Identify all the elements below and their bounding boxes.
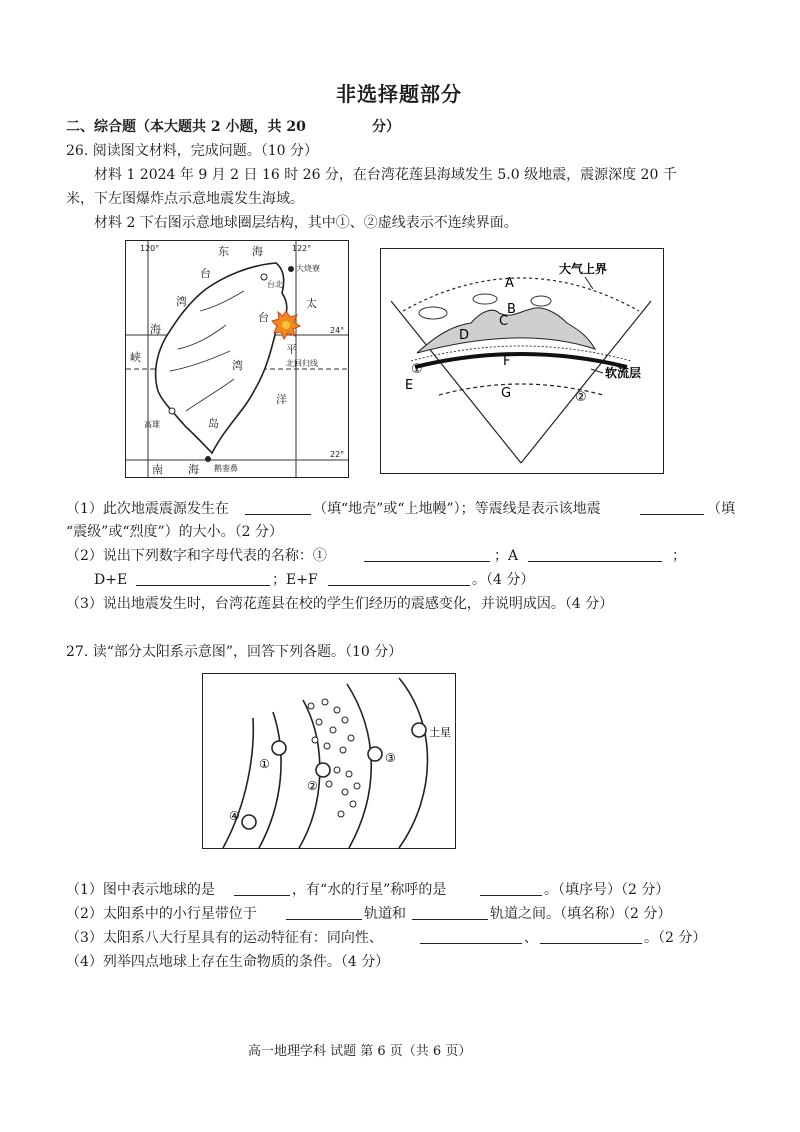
- orbit-3: [347, 684, 371, 848]
- planet-label-4: ④: [229, 809, 240, 823]
- map-label-taibei: 台北: [267, 280, 283, 289]
- q26-2-part-f: 。（4 分）: [472, 572, 535, 588]
- map-label-hai: 海: [150, 323, 161, 336]
- map-label-tropic: 北回归线: [286, 359, 318, 368]
- q27-stem: 27. 读“部分太阳系示意图”，回答下列各题。（10 分）: [66, 644, 403, 660]
- orbit-1: [259, 712, 281, 848]
- taiwan-map-svg: [126, 241, 348, 477]
- map-label-hai-south: 海: [188, 463, 199, 476]
- layer-label-A: A: [505, 276, 514, 291]
- map-label-xia: 峡: [130, 351, 141, 364]
- section-heading: 二、综合题（本大题共 2 小题，共 20: [66, 119, 306, 135]
- answer-blank-q27-2a[interactable]: [286, 919, 362, 920]
- q26-2-part-a: （2）说出下列数字和字母代表的名称：①: [66, 548, 327, 564]
- q26-1-part-d: “震级”或“烈度”）的大小。（2 分）: [66, 524, 283, 540]
- q27-3-part-a: （3）太阳系八大行星具有的运动特征有：同向性、: [66, 930, 383, 946]
- asth-pointer: [591, 369, 603, 373]
- section-title: 非选择题部分: [336, 82, 462, 106]
- q26-1-part-c: （填: [707, 501, 735, 517]
- planet-label-2: ②: [307, 779, 318, 793]
- answer-blank-q27-3b[interactable]: [540, 943, 642, 944]
- earth-layers-figure: [380, 248, 664, 474]
- planet-label-saturn: 土星: [429, 726, 451, 739]
- layer-label-E: E: [405, 378, 414, 393]
- q26-1-part-b: （填“地壳”或“上地幔”）；等震线是表示该地震: [313, 501, 601, 517]
- earth-layers-svg: [381, 249, 663, 473]
- map-label-eluanbi: 鹅銮鼻: [214, 464, 238, 473]
- q27-3-part-c: 。（2 分）: [644, 930, 707, 946]
- map-lon-right: 122°: [292, 244, 312, 253]
- planet-label-3: ③: [385, 751, 396, 765]
- q26-1-part-a: （1）此次地震震源发生在: [66, 501, 229, 517]
- map-label-east-sea-1: 东: [218, 245, 229, 258]
- planet-2: [316, 763, 330, 777]
- layer-label-F: F: [503, 354, 511, 369]
- planet-3: [368, 747, 382, 761]
- answer-blank-q26-2-EF[interactable]: [328, 585, 470, 586]
- layer-label-circle2: ②: [575, 390, 587, 405]
- dashaoliao-marker: [288, 266, 294, 272]
- layer-label-B: B: [507, 302, 516, 317]
- q27-2-part-c: 轨道之间。（填名称）（2 分）: [490, 906, 672, 922]
- map-label-wan2: 湾: [232, 359, 243, 372]
- answer-blank-q27-2b[interactable]: [412, 919, 488, 920]
- planet-label-1: ①: [259, 757, 270, 771]
- q26-3: （3）说出地震发生时，台湾花莲县在校的学生们经历的震感变化，并说明成因。（4 分）: [66, 596, 614, 612]
- map-label-tai-ocean: 太: [306, 297, 317, 310]
- q27-2-part-a: （2）太阳系中的小行星带位于: [66, 906, 257, 922]
- map-lat-bottom: 22°: [330, 450, 345, 459]
- taiwan-map: [125, 240, 349, 478]
- map-label-dashaoliao: 大烧寮: [296, 264, 320, 273]
- layer-label-asthenosphere: 软流层: [605, 366, 642, 380]
- eluanbi-marker: [205, 456, 211, 462]
- map-label-ping: 平: [286, 343, 297, 356]
- atm-pointer: [585, 277, 593, 289]
- answer-blank-q27-1a[interactable]: [234, 895, 290, 896]
- layer-label-C: C: [499, 314, 509, 329]
- q26-material1-line1: 材料 1 2024 年 9 月 2 日 16 时 26 分，在台湾花莲县海域发生 5.0 级地震，震源深度 20 千: [94, 167, 677, 183]
- asteroid-belt: [308, 699, 360, 817]
- planet-saturn: [412, 723, 426, 737]
- answer-blank-q27-1b[interactable]: [480, 895, 542, 896]
- gaoxiong-marker: [169, 408, 175, 414]
- planet-1: [272, 741, 286, 755]
- atmosphere-top-line: [403, 278, 639, 311]
- map-label-tai1: 台: [200, 267, 211, 280]
- map-lon-left: 120°: [140, 244, 160, 253]
- map-label-gaoxiong: 高雄: [144, 420, 160, 429]
- q27-1-part-b: ，有“水的行星”称呼的是: [292, 882, 447, 898]
- q27-2-part-b: 轨道和: [364, 906, 406, 922]
- map-label-east-sea-2: 海: [252, 245, 263, 258]
- answer-blank-q26-1b[interactable]: [640, 514, 704, 515]
- map-lat-mid: 24°: [330, 326, 345, 335]
- layer-label-D: D: [459, 328, 470, 343]
- answer-blank-q26-2-circle1[interactable]: [364, 561, 490, 562]
- answer-blank-q26-1a[interactable]: [245, 514, 311, 515]
- layer-label-atm: 大气上界: [559, 262, 608, 276]
- q26-material2: 材料 2 下右图示意地球圈层结构，其中①、②虚线表示不连续界面。: [94, 215, 518, 231]
- q27-3-part-b: 、: [524, 930, 538, 946]
- solar-system-figure: [202, 673, 456, 849]
- layer-label-circle1: ①: [411, 362, 423, 377]
- q27-1-part-c: 。（填序号）（2 分）: [544, 882, 670, 898]
- answer-blank-q27-3a[interactable]: [420, 943, 522, 944]
- cloud: [473, 294, 497, 304]
- map-label-nan: 南: [152, 463, 163, 476]
- map-label-tai2: 台: [258, 311, 269, 324]
- taiwan-island: [156, 263, 287, 453]
- q27-4: （4）列举四点地球上存在生命物质的条件。（4 分）: [66, 954, 390, 970]
- map-label-yang: 洋: [276, 393, 287, 406]
- map-label-dao: 岛: [208, 417, 219, 430]
- solar-system-svg: [203, 674, 455, 848]
- section-heading-tail: 分）: [372, 119, 400, 135]
- q26-2-part-b: ；A: [494, 548, 519, 564]
- q26-2-part-e: ；E+F: [272, 572, 318, 588]
- planet-4: [242, 815, 256, 829]
- q26-stem: 26. 阅读图文材料，完成问题。（10 分）: [66, 143, 318, 159]
- q26-2-part-c: ；: [672, 548, 686, 564]
- page-footer: 高一地理学科 试题 第 6 页（共 6 页）: [248, 1044, 472, 1059]
- asthenosphere-boundary: [415, 354, 627, 367]
- cloud: [419, 307, 447, 319]
- layer-label-G: G: [501, 386, 512, 401]
- answer-blank-q26-2-DE[interactable]: [136, 585, 270, 586]
- q26-2-part-d: D+E: [94, 572, 128, 588]
- q27-1-part-a: （1）图中表示地球的是: [66, 882, 215, 898]
- map-label-wan1: 湾: [176, 295, 187, 308]
- answer-blank-q26-2-A[interactable]: [528, 561, 662, 562]
- orbit-saturn: [399, 678, 428, 848]
- q26-material1-line2: 米，下左图爆炸点示意地震发生海域。: [66, 191, 304, 207]
- cloud: [531, 296, 551, 306]
